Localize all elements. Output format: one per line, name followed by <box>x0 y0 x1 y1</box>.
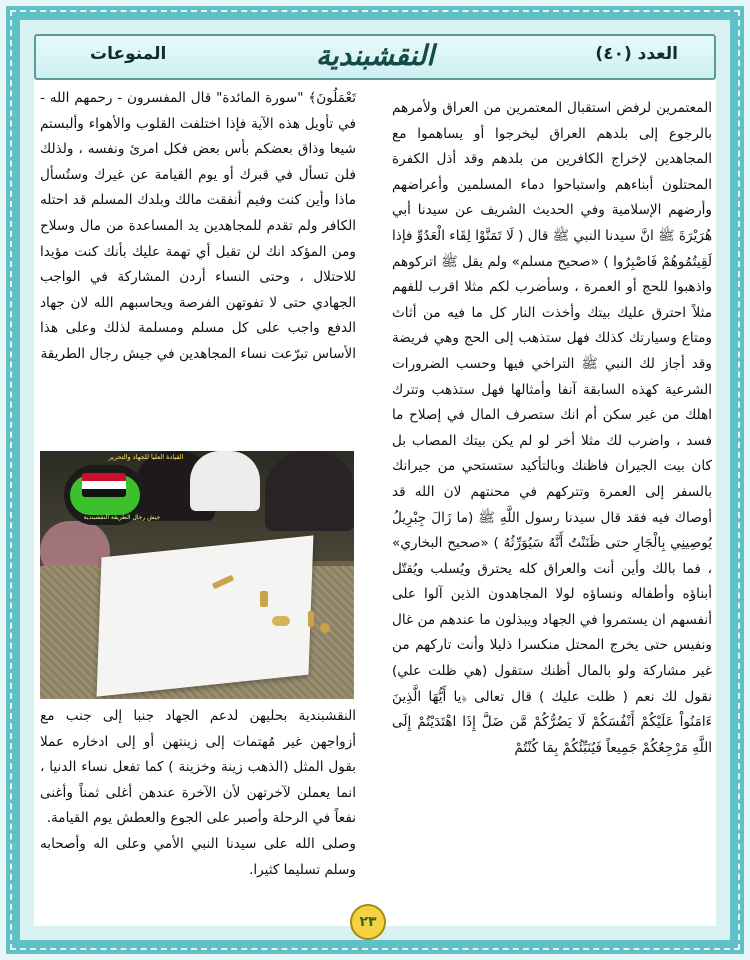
left-column-bottom-text: النقشبندية بحليهن لدعم الجهاد جنبا إلى جنب مع أزواجهن غير مُهتمات إلى زينتهن أو إلى ادخاره عملا بقول المثل (الذهب زينة وخزينة ) كما تفعل نساء الدنيا ، انما يعملن لآخرتهن لأن الآخرة عندهن أغلى ثمناً وأغنى نفعاً في الرحلة وأصبر على الجوع والعطش يوم القيامة. <box>40 708 356 827</box>
left-column-top-text: تَعْمَلُونَ﴾ "سورة المائدة" قال المفسرون - رحمهم الله - في تأويل هذه الآية فإذا اختلفت القلوب والأهواء وألبستم شيعا وذاق بعضكم بأس بعض فكل امرئ ونفسه ، ولذلك فلن تسأل في قبرك أو يوم القيامة عن غيرك وستُسأل ماذا وأين كنت وفيم أنفقت مالك وبلدك المسلم قد احتله الكافر ولم تقدم للمجاهدين يد المساعدة من مال وسلاح ومن المؤكد انك لن تقبل أي تهمة عليك بأنك كنت مؤيدا للاحتلال ، وحتى النساء أردن المشاركة في الواجب الجهادي حتى لا تفوتهن الفرصة ويحاسبهم الله لان جهاد الدفع واجب على كل مسلم ومسلمة لذلك وعلى هذا الأساس تبرّعت نساء المجاهدين في جيش رجال الطريقة <box>40 90 356 362</box>
closing-prayer: وصلى الله على سيدنا النبي الأمي وعلى اله وأصحابه وسلم تسليما كثيرا. <box>40 835 356 878</box>
photo-jewelry <box>308 611 314 627</box>
photo-person <box>265 451 354 531</box>
left-column-bottom <box>40 704 356 934</box>
logo-title: القيادة العليا للجهاد والتحرير <box>108 453 184 461</box>
section-name: المنوعات <box>90 44 167 64</box>
photo-jewelry <box>260 591 268 607</box>
photo-jewelry <box>320 623 330 633</box>
jihad-logo <box>64 465 161 525</box>
article-photo <box>40 451 354 699</box>
issue-number: العدد (٤٠) <box>595 44 678 64</box>
logo-caption: جيش رجال الطريقة النقشبندية <box>83 514 161 521</box>
right-column <box>392 96 712 926</box>
page-header <box>34 34 716 80</box>
flag-icon <box>82 473 126 497</box>
photo-jewelry <box>272 616 290 626</box>
right-column-text: المعتمرين لرفض استقبال المعتمرين من العراق ولأمرهم بالرجوع إلى بلدهم العراق ليخرجوا أو يساهموا مع المجاهدين لإخراج الكافرين من بلدهم وقد أذل الكفرة المحتلون أبناءهم واستباحوا دماء المسلمين وأعراضهم وأرضهم الإسلامية وفي الحديث الشريف عن سيدنا أبي هُرَيْرَةَ ﷺ انَّ سيدنا النبي ﷺ قال ( لَا تَمَنَّوْا لِقَاء الْعَدُوِّ فإذا لَقِيتُمُوهُمْ فَاصْبِرُوا ) «صحيح مسلم» ولم يقل ﷺ اتركوهم واذهبوا للحج أو العمرة ، وسأضرب لكم مثلا اقرب للفهم مثلاً احترق عليك بيتك وأخذت النار كل ما فيه من أثاث ومتاع وسيارتك كذلك فهل ستذهب إلى الحج وهي فريضة وقد أجاز لك النبي ﷺ التراخي فيها وحسب الضرورات الشرعية كهذه السابقة آنفا وأمثالها فهل ستذهب وتترك اهلك من غير سكن أم انك ستصرف المال في إصلاح ما فسد ، واضرب لك مثلا أخر لو لم يكن بيتك المصاب بل كان بيت الجيران فاظنك وبالتأكيد ستستحي من جيرانك بالسفر إلى العمرة وتتركهم في محنتهم لان الله قد أوصاك فيه فقد قال سيدنا رسول اللَّهِ ﷺ (ما زَالَ جِبْرِيلُ يُوصِينِي بِالْجَارِ حتى ظَنَنْتُ أَنَّهُ سَيُوَرِّثُهُ ) «صحيح البخاري» ، فما بالك وأين أنت والعراق كله يحترق ويُسلب ويُقتّل أبناؤه وأطفاله ونساؤه لولا المجاهدون الذين آلوا على أنفسهم ان يستمروا في الجهاد ويبذلون ما عندهم من غال ونفيس حتى يخرج المحتل منكسرا ذليلا وأنت تاركهم من غير مشاركة ولو بالمال أظنك ستقول (هي ظلت علي) نقول لك نعم ( ظلت عليك ) قال تعالى ﴿يا أَيُّهَا الَّذِينَ ءَامَنُواْ عَلَيْكُمْ أَنْفُسَكُمْ لَا يَضُرُّكُمْ مَّن ضَلَّ إِذَا اهْتَدَيْتُمْ إِلَى اللَّهِ مَرْجِعُكُمْ جَمِيعاً فَيُنَبِّئُكُمْ بِمَا كُنْتُمْ <box>392 100 712 756</box>
left-column-top <box>40 86 356 446</box>
page-number: ٢٣ <box>350 904 386 940</box>
magazine-title: النقشبندية <box>315 39 435 72</box>
